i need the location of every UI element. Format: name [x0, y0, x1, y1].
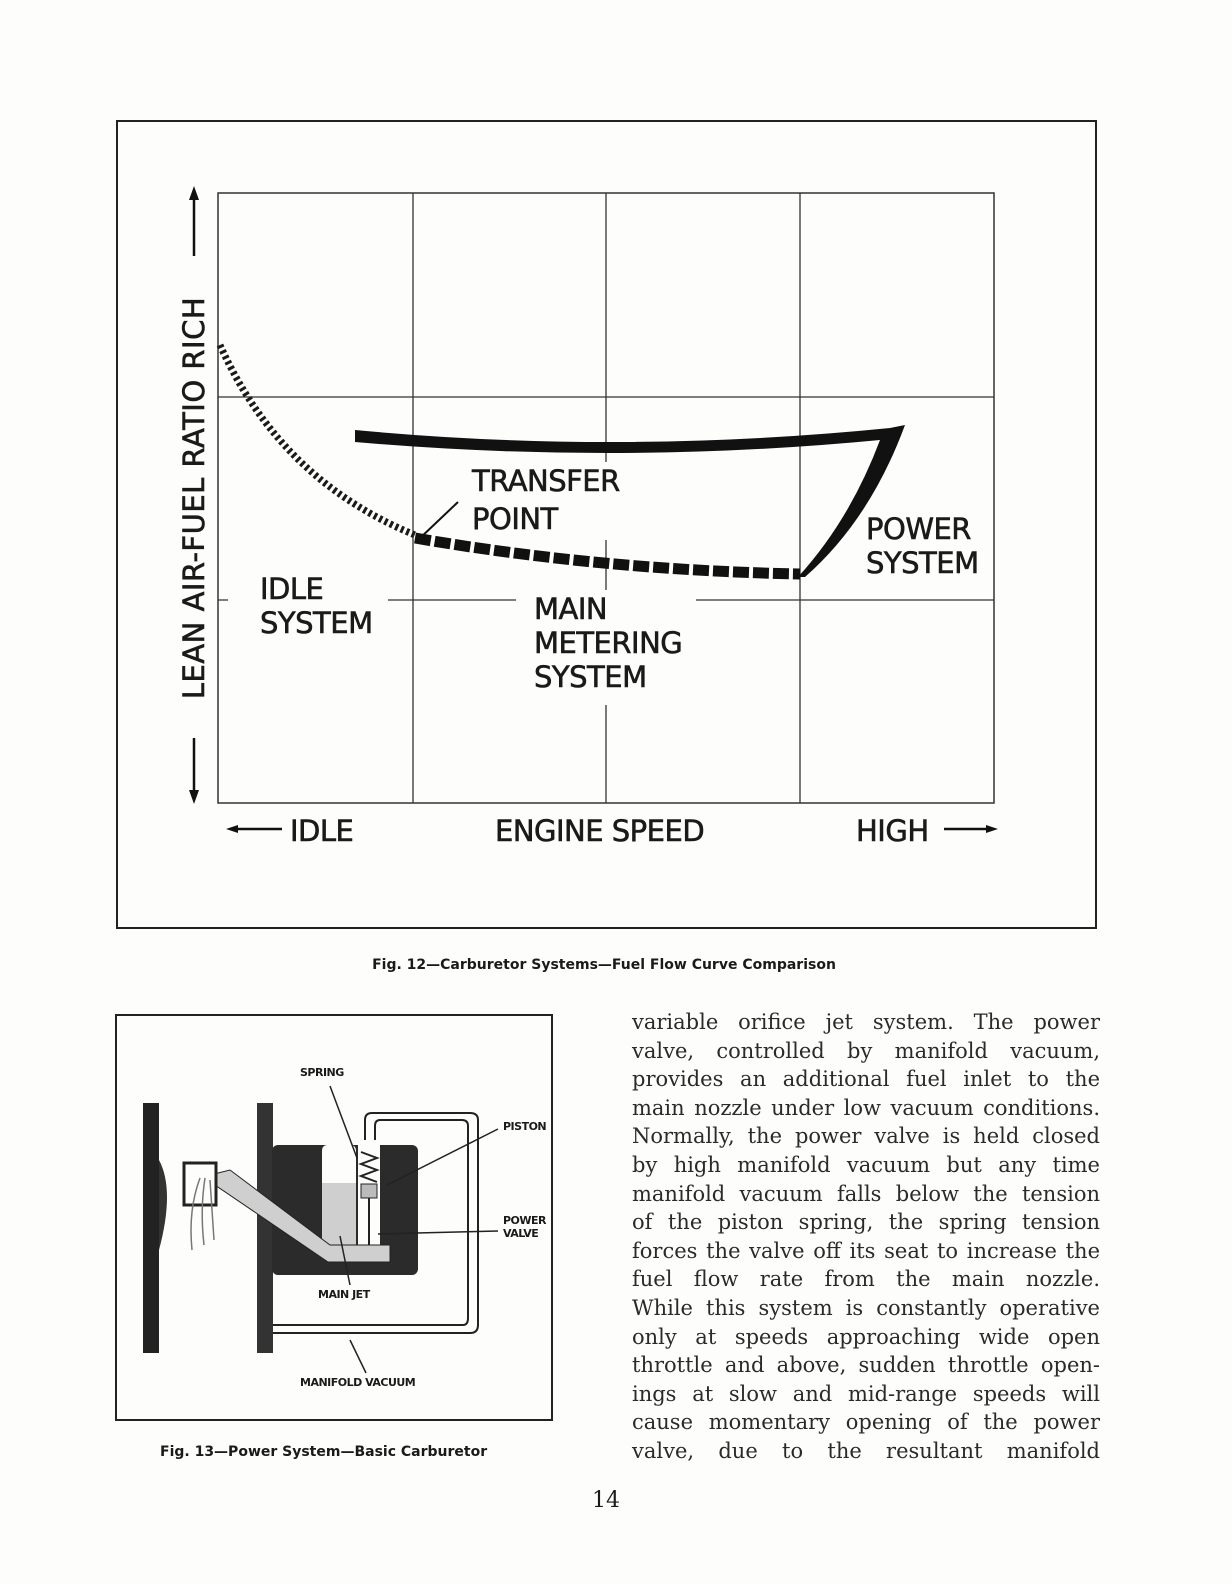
- figure-13: [0, 1000, 600, 1430]
- text-line: main nozzle under low vacuum conditions.: [632, 1095, 1100, 1120]
- text-line: variable orifice jet system. The power: [632, 1010, 1100, 1034]
- idle-system-label: [260, 572, 373, 640]
- text-line: valve, due to the resultant manifold: [632, 1438, 1100, 1463]
- power-system-label: [866, 512, 979, 580]
- body-text: [632, 1008, 1100, 1466]
- label-line: POWER: [503, 1214, 547, 1227]
- text-line: throttle and above, sudden throttle open-: [632, 1353, 1100, 1378]
- label-line: IDLE: [260, 572, 324, 606]
- text-line: manifold vacuum falls below the tension: [632, 1181, 1100, 1206]
- label-line: SYSTEM: [260, 606, 373, 640]
- piston-label: PISTON: [503, 1120, 547, 1133]
- label-line: POWER: [866, 512, 971, 546]
- text-line: cause momentary opening of the power: [632, 1410, 1100, 1435]
- power-valve-label: [503, 1214, 546, 1240]
- text-line: While this system is constantly operative: [632, 1295, 1100, 1320]
- x-axis-label-idle: IDLE: [290, 814, 354, 848]
- figure-13-caption: Fig. 13—Power System—Basic Carburetor: [160, 1444, 488, 1460]
- label-line: VALVE: [503, 1227, 539, 1240]
- text-line: valve, controlled by manifold vacuum,: [632, 1038, 1100, 1063]
- label-line: POINT: [472, 502, 558, 536]
- spring-label: SPRING: [300, 1066, 344, 1079]
- text-line: Normally, the power valve is held closed: [632, 1124, 1100, 1149]
- main-jet-label: MAIN JET: [318, 1288, 370, 1301]
- transfer-point-label: [472, 464, 620, 536]
- figure-12-caption: Fig. 12—Carburetor Systems—Fuel Flow Curve Comparison: [372, 957, 836, 973]
- text-line: by high manifold vacuum but any time: [632, 1152, 1100, 1177]
- label-line: MAIN: [534, 592, 608, 626]
- text-line: provides an additional fuel inlet to the: [632, 1067, 1100, 1092]
- label-line: SYSTEM: [534, 660, 647, 694]
- y-axis-label: LEAN AIR-FUEL RATIO RICH: [177, 296, 211, 700]
- label-line: SYSTEM: [866, 546, 979, 580]
- text-line: forces the valve off its seat to increase the: [632, 1238, 1100, 1263]
- x-axis-label-engine-speed: ENGINE SPEED: [495, 814, 705, 848]
- manifold-vacuum-label: MANIFOLD VACUUM: [300, 1376, 416, 1389]
- page-number: 14: [592, 1488, 620, 1513]
- text-line: of the piston spring, the spring tension: [632, 1210, 1100, 1235]
- text-line: fuel flow rate from the main nozzle.: [632, 1267, 1100, 1292]
- text-line: only at speeds approaching wide open: [632, 1324, 1100, 1349]
- main-metering-curve: [415, 538, 800, 574]
- main-metering-system-label: [534, 592, 682, 694]
- text-line: ings at slow and mid-range speeds will: [632, 1381, 1100, 1406]
- label-line: METERING: [534, 626, 683, 660]
- label-line: TRANSFER: [472, 464, 620, 498]
- x-axis-label-high: HIGH: [856, 814, 929, 848]
